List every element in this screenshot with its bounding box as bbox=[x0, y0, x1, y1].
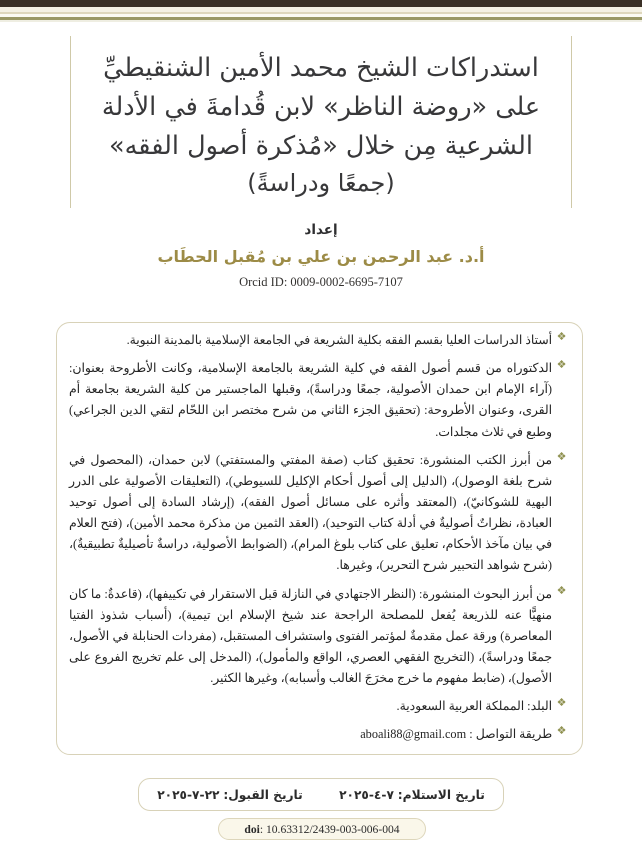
bio-published-books: من أبرز الكتب المنشورة: تحقيق كتاب (صفة المفتي والمستفتي) لابن حمدان، (المحصول في شرح بلغة الوصول)، (الدليل إلى أصول أحكام الإكليل للسيوطي)، (التعليقات الأصولية على الدرر البهية للشوكانيّ)، (المعتقد وأثره على مسائل أصول الفقه)، (إرشاد السادة إلى أصول توحيد العبادة، نظراتٌ أصوليةٌ في أدلة كتاب التوحيد)، (العقد الثمين من مذكرة محمد الأمين)، (فتح العلام في بيان مآخذ الأحكام، تعليق على كتاب بلوغ المرام)، (الضوابط الأصولية، دراسةٌ تأصيليةٌ تطبيقيةٌ)، (شرح شواهد التحبير شرح التحرير)، وغيرها. bbox=[69, 452, 552, 573]
title-line-1: استدراكات الشيخ محمد الأمين الشنقيطيِّ bbox=[103, 53, 539, 84]
band-cream-lower bbox=[0, 20, 642, 22]
author-biography-box bbox=[56, 322, 583, 755]
received-date bbox=[339, 788, 485, 802]
title-block bbox=[0, 28, 642, 213]
contact-email[interactable]: aboali88@gmail.com bbox=[360, 727, 467, 742]
title-line-2: على «روضة الناظر» لابن قُدامةَ في الأدلة bbox=[101, 91, 541, 122]
title-rule-right bbox=[571, 36, 572, 208]
top-decorative-bands bbox=[0, 0, 642, 22]
contact-line bbox=[69, 724, 552, 745]
list-item bbox=[69, 696, 568, 717]
list-item bbox=[69, 330, 568, 351]
flower-bullet-icon: ❖ bbox=[556, 697, 567, 710]
flower-bullet-icon: ❖ bbox=[556, 450, 567, 463]
list-item bbox=[69, 450, 568, 577]
list-item-contact bbox=[69, 724, 568, 745]
bio-published-research: من أبرز البحوث المنشورة: (النظر الاجتهادي في النازلة قبل الاستقرار في تكييفها)، (قاعدةٌ: ما كان منهيًّا عنه للذريعة يُفعل للمصلحة الراجحة عند شيخ الإسلام ابن تيمية)، (أسباب شذوذ الفتيا المعاصرة) ورقة عمل مقدمةٌ لمؤتمر الفتوى واستشراف المستقبل، (مفردات الحنابلة في الأصول، جمعًا ودراسةً)، (التخريج الفقهي العصري، الواقع والمأمول)، (المدخل إلى علم تخريج الفروع على الأصول)، (ضابط مفهوم ما خرج مخرَجَ الغالب وأسبابه)، وغيرها الكثير. bbox=[69, 586, 552, 686]
doi-key: doi bbox=[244, 822, 260, 836]
title-rule-left bbox=[70, 36, 71, 208]
accepted-date bbox=[157, 788, 302, 802]
band-dark bbox=[0, 0, 642, 7]
contact-label: طريقة التواصل : bbox=[469, 727, 552, 742]
doi-value: : 10.63312/2439-003-006-004 bbox=[259, 822, 400, 836]
page-title bbox=[74, 49, 568, 202]
accepted-date-label: تاريخ القبول: bbox=[223, 787, 303, 802]
flower-bullet-icon: ❖ bbox=[556, 331, 567, 343]
prepared-by-label: إعداد bbox=[304, 222, 338, 238]
title-line-3: الشرعية مِن خلال «مُذكرة أصول الفقه» bbox=[109, 130, 533, 161]
received-date-label: تاريخ الاستلام: bbox=[397, 787, 485, 802]
bio-academic-position: أستاذ الدراسات العليا بقسم الفقه بكلية الشريعة في الجامعة الإسلامية بالمدينة النبوية. bbox=[126, 333, 552, 347]
doi-badge[interactable] bbox=[218, 818, 426, 840]
author-name: أ.د. عبد الرحمن بن علي بن مُقبل الحطَاب bbox=[157, 247, 485, 266]
author-block bbox=[0, 222, 642, 290]
received-date-value: ٧-٤-٢٠٢٥ bbox=[339, 787, 394, 802]
bio-doctorate: الدكتوراه من قسم أصول الفقه في كلية الشريعة بالجامعة الإسلامية، وكانت الأطروحة بعنوان: (آراء الإمام ابن حمدان الأصولية، جمعًا ودراسةً)، وقبلها الماجستير من كلية الشريعة بجامعة أم القرى، وعنوان الأطروحة: (تحقيق الجزء الثاني من شرح مختصر ابن اللحّام لتقي الدين الجراعي) وطبع في ثلاث مجلدات. bbox=[69, 361, 552, 439]
flower-bullet-icon: ❖ bbox=[556, 725, 567, 738]
orcid-id: Orcid ID: 0009-0002-6695-7107 bbox=[239, 275, 403, 289]
flower-bullet-icon: ❖ bbox=[556, 359, 567, 372]
list-item bbox=[69, 584, 568, 690]
bio-country: البلد: المملكة العربية السعودية. bbox=[396, 699, 552, 714]
dates-box bbox=[138, 778, 504, 811]
flower-bullet-icon: ❖ bbox=[556, 584, 567, 597]
doi-text bbox=[244, 823, 399, 836]
accepted-date-value: ٢٢-٧-٢٠٢٥ bbox=[157, 787, 220, 802]
list-item bbox=[69, 358, 568, 443]
title-line-4: (جمعًا ودراسةً) bbox=[247, 169, 395, 198]
